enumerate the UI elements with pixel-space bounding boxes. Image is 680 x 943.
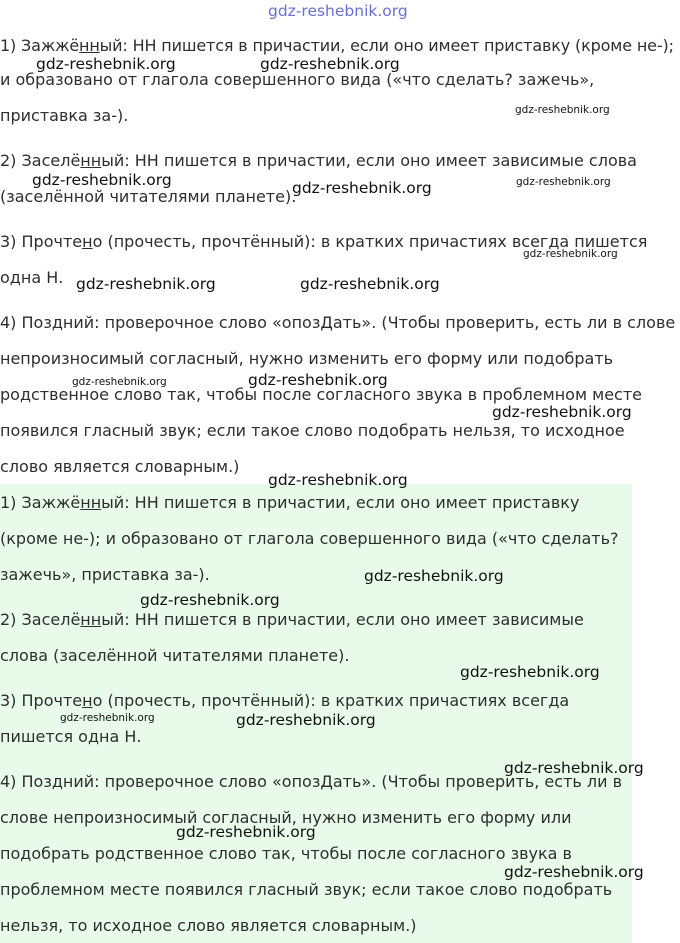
- b2-p2-line1: 2) Заселённый: НН пишется в причастии, если оно имеет зависимые: [0, 610, 584, 629]
- watermark: gdz-reshebnik.org: [140, 591, 280, 609]
- b1-p1-line2: и образовано от глагола совершенного вида («что сделать? зажечь»,: [0, 70, 595, 89]
- watermark: gdz-reshebnik.org: [268, 2, 408, 20]
- underlined-letters: нн: [80, 151, 102, 170]
- watermark: gdz-reshebnik.org: [248, 371, 388, 389]
- b1-p4-line2: непроизносимый согласный, нужно изменить его форму или подобрать: [0, 349, 614, 368]
- watermark: gdz-reshebnik.org: [504, 759, 644, 777]
- b1-p2-line2: (заселённой читателями планете).: [0, 187, 297, 206]
- b1-p1-line1: 1) Зажжённый: НН пишется в причастии, если оно имеет приставку (кроме не-);: [0, 36, 674, 55]
- watermark: gdz-reshebnik.org: [300, 275, 440, 293]
- b2-p4-line1: 4) Поздний: проверочное слово «опозДать». (Чтобы проверить, есть ли в: [0, 772, 623, 791]
- watermark: gdz-reshebnik.org: [60, 712, 155, 724]
- underlined-letters: н: [82, 232, 93, 251]
- watermark: gdz-reshebnik.org: [176, 823, 316, 841]
- b1-p3-line2: одна Н.: [0, 268, 64, 287]
- b1-p1-line3: приставка за-).: [0, 106, 129, 125]
- watermark: gdz-reshebnik.org: [364, 567, 504, 585]
- watermark: gdz-reshebnik.org: [236, 711, 376, 729]
- b2-p4-line3: подобрать родственное слово так, чтобы после согласного звука в: [0, 844, 572, 863]
- b2-p3-line2: пишется одна Н.: [0, 727, 142, 746]
- b2-p4-line2: слове непроизносимый согласный, нужно изменить его форму или: [0, 808, 572, 827]
- watermark: gdz-reshebnik.org: [268, 471, 408, 489]
- b2-p1-line1: 1) Зажжённый: НН пишется в причастии, если оно имеет приставку: [0, 493, 580, 512]
- watermark: gdz-reshebnik.org: [492, 403, 632, 421]
- watermark: gdz-reshebnik.org: [36, 55, 176, 73]
- watermark: gdz-reshebnik.org: [523, 248, 618, 260]
- underlined-letters: нн: [80, 493, 102, 512]
- underlined-letters: н: [82, 691, 93, 710]
- b1-p3-line1: 3) Прочтено (прочесть, прочтённый): в кратких причастиях всегда пишется: [0, 232, 648, 251]
- b2-p1-line3: зажечь», приставка за-).: [0, 565, 210, 584]
- b2-p3-line1: 3) Прочтено (прочесть, прочтённый): в кратких причастиях всегда: [0, 691, 570, 710]
- b2-p4-line4: проблемном месте появился гласный звук; если такое слово подобрать: [0, 880, 613, 899]
- watermark: gdz-reshebnik.org: [460, 663, 600, 681]
- b1-p4-line5: слово является словарным.): [0, 457, 240, 476]
- watermark: gdz-reshebnik.org: [72, 376, 167, 388]
- watermark: gdz-reshebnik.org: [32, 171, 172, 189]
- underlined-letters: д: [51, 772, 63, 791]
- watermark: gdz-reshebnik.org: [260, 55, 400, 73]
- underlined-letters: д: [51, 313, 63, 332]
- watermark: gdz-reshebnik.org: [292, 179, 432, 197]
- watermark: gdz-reshebnik.org: [504, 863, 644, 881]
- underlined-letters: нн: [79, 36, 100, 55]
- underlined-letters: нн: [80, 610, 102, 629]
- watermark: gdz-reshebnik.org: [516, 176, 611, 188]
- b2-p2-line2: слова (заселённой читателями планете).: [0, 646, 350, 665]
- watermark: gdz-reshebnik.org: [515, 104, 610, 116]
- b2-p4-line5: нельзя, то исходное слово является словарным.): [0, 916, 417, 935]
- b2-p1-line2: (кроме не-); и образовано от глагола совершенного вида («что сделать?: [0, 529, 619, 548]
- b1-p4-line4: появился гласный звук; если такое слово подобрать нельзя, то исходное: [0, 421, 625, 440]
- b1-p4-line1: 4) Поздний: проверочное слово «опозДать». (Чтобы проверить, есть ли в слове: [0, 313, 676, 332]
- watermark: gdz-reshebnik.org: [76, 275, 216, 293]
- b1-p4-line3: родственное слово так, чтобы после согласного звука в проблемном месте: [0, 385, 642, 404]
- b1-p2-line1: 2) Заселённый: НН пишется в причастии, если оно имеет зависимые слова: [0, 151, 637, 170]
